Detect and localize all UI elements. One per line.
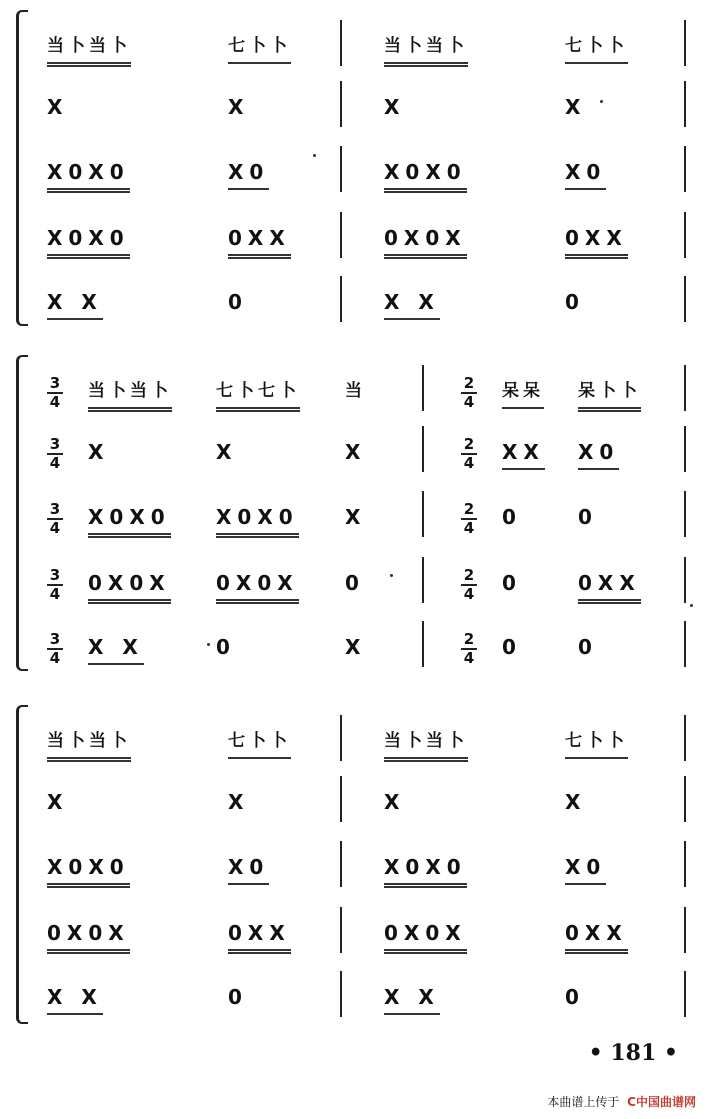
barline xyxy=(422,426,424,472)
note-group: 0XX xyxy=(228,921,291,954)
note-group: XX xyxy=(502,440,545,470)
barline xyxy=(684,365,686,411)
time-signature xyxy=(461,375,477,411)
note-group: 0 xyxy=(502,505,522,529)
note-group: 0 xyxy=(578,505,598,529)
time-signature-numerator: 3 xyxy=(47,501,63,520)
note-group: X xyxy=(345,505,367,529)
note-group: X xyxy=(565,790,587,814)
note-group: 0 xyxy=(345,571,365,595)
note-group: 0 xyxy=(228,290,248,314)
note-group: X0 xyxy=(565,160,606,190)
note-group: 七卜卜 xyxy=(565,729,628,759)
note-group: X0X0 xyxy=(47,160,130,193)
score-system xyxy=(0,355,708,667)
note-group: 七卜卜 xyxy=(228,34,291,64)
note-group: X0X0 xyxy=(88,505,171,538)
barline xyxy=(340,841,342,887)
note-group: X0 xyxy=(578,440,619,470)
note-group: X xyxy=(47,790,69,814)
note-group: X0 xyxy=(228,855,269,885)
barline xyxy=(684,776,686,822)
note-group: 当卜当卜 xyxy=(47,729,131,762)
barline xyxy=(684,426,686,472)
note-group: X xyxy=(88,440,110,464)
note-group: X0X0 xyxy=(47,226,130,259)
barline xyxy=(340,276,342,322)
barline xyxy=(340,715,342,761)
time-signature-denominator: 4 xyxy=(49,649,61,667)
note-group: X xyxy=(565,95,587,119)
note-group: 0XX xyxy=(565,921,628,954)
note-group: 0X0X xyxy=(47,921,130,954)
note-group: X xyxy=(345,440,367,464)
time-signature xyxy=(461,501,477,537)
barline xyxy=(340,81,342,127)
note-group: X X xyxy=(47,985,103,1015)
note-group: X0X0 xyxy=(384,855,467,888)
barline xyxy=(684,841,686,887)
note-group: 呆卜卜 xyxy=(578,379,641,412)
time-signature-denominator: 4 xyxy=(463,454,475,472)
note-group: X xyxy=(228,95,250,119)
note-group: 七卜卜 xyxy=(228,729,291,759)
barline xyxy=(684,20,686,66)
time-signature-denominator: 4 xyxy=(463,519,475,537)
note-group: 当卜当卜 xyxy=(47,34,131,67)
barline xyxy=(684,557,686,603)
note-group: 0 xyxy=(565,985,585,1009)
footer-credit xyxy=(547,1093,696,1110)
time-signature-denominator: 4 xyxy=(463,393,475,411)
barline xyxy=(684,715,686,761)
time-signature-numerator: 3 xyxy=(47,631,63,650)
note-group: 0 xyxy=(565,290,585,314)
note-group: 0X0X xyxy=(88,571,171,604)
footer-text: 本曲谱上传于 xyxy=(547,1095,620,1109)
note-group: 0 xyxy=(228,985,248,1009)
time-signature-denominator: 4 xyxy=(49,519,61,537)
time-signature-numerator: 3 xyxy=(47,567,63,586)
site-logo[interactable] xyxy=(627,1093,696,1110)
note-group: X xyxy=(384,790,406,814)
barline xyxy=(684,907,686,953)
note-group: 当 xyxy=(345,381,366,401)
time-signature-numerator: 2 xyxy=(461,631,477,650)
time-signature-numerator: 2 xyxy=(461,501,477,520)
time-signature xyxy=(47,631,63,667)
note-group: X X xyxy=(88,635,144,665)
system-bracket xyxy=(16,355,28,671)
note-group: 0 xyxy=(216,635,236,659)
barline xyxy=(340,776,342,822)
note-group: X X xyxy=(384,985,440,1015)
speck xyxy=(690,604,693,607)
barline xyxy=(422,491,424,537)
note-group: 0 xyxy=(502,635,522,659)
speck xyxy=(600,100,603,103)
note-group: 呆呆 xyxy=(502,379,544,409)
page-number: • 181 • xyxy=(588,1040,678,1066)
note-group: X xyxy=(216,440,238,464)
time-signature-denominator: 4 xyxy=(463,649,475,667)
note-group: 0X0X xyxy=(384,226,467,259)
time-signature-numerator: 2 xyxy=(461,567,477,586)
barline xyxy=(340,212,342,258)
note-group: 当卜当卜 xyxy=(88,379,172,412)
barline xyxy=(684,491,686,537)
system-bracket xyxy=(16,705,28,1024)
score-system xyxy=(0,705,708,1020)
barline xyxy=(684,81,686,127)
note-group: 0X0X xyxy=(216,571,299,604)
time-signature xyxy=(47,501,63,537)
note-group: 0 xyxy=(578,635,598,659)
barline xyxy=(340,971,342,1017)
barline xyxy=(422,557,424,603)
barline xyxy=(684,971,686,1017)
note-group: X0X0 xyxy=(216,505,299,538)
note-group: X xyxy=(228,790,250,814)
time-signature xyxy=(461,631,477,667)
time-signature-denominator: 4 xyxy=(49,454,61,472)
speck xyxy=(207,643,210,646)
score-system xyxy=(0,10,708,322)
time-signature-numerator: 3 xyxy=(47,436,63,455)
time-signature xyxy=(47,436,63,472)
time-signature-denominator: 4 xyxy=(463,585,475,603)
note-group: X0 xyxy=(228,160,269,190)
time-signature xyxy=(461,567,477,603)
system-bracket xyxy=(16,10,28,326)
time-signature-numerator: 3 xyxy=(47,375,63,394)
note-group: X X xyxy=(47,290,103,320)
speck xyxy=(313,154,316,157)
note-group: X0 xyxy=(565,855,606,885)
note-group: X xyxy=(47,95,69,119)
note-group: X X xyxy=(384,290,440,320)
time-signature xyxy=(47,567,63,603)
time-signature-denominator: 4 xyxy=(49,393,61,411)
barline xyxy=(340,907,342,953)
note-group: X xyxy=(345,635,367,659)
note-group: 七卜七卜 xyxy=(216,379,300,412)
barline xyxy=(684,276,686,322)
note-group: 0X0X xyxy=(384,921,467,954)
note-group: 0XX xyxy=(578,571,641,604)
note-group: X0X0 xyxy=(47,855,130,888)
barline xyxy=(340,20,342,66)
note-group: 当卜当卜 xyxy=(384,34,468,67)
speck xyxy=(390,574,393,577)
note-group: 0XX xyxy=(565,226,628,259)
note-group: 七卜卜 xyxy=(565,34,628,64)
note-group: 0XX xyxy=(228,226,291,259)
time-signature xyxy=(461,436,477,472)
barline xyxy=(340,146,342,192)
time-signature-denominator: 4 xyxy=(49,585,61,603)
note-group: X0X0 xyxy=(384,160,467,193)
note-group: 0 xyxy=(502,571,522,595)
barline xyxy=(684,212,686,258)
note-group: 当卜当卜 xyxy=(384,729,468,762)
barline xyxy=(684,621,686,667)
barline xyxy=(422,621,424,667)
note-group: X xyxy=(384,95,406,119)
time-signature-numerator: 2 xyxy=(461,375,477,394)
time-signature-numerator: 2 xyxy=(461,436,477,455)
time-signature xyxy=(47,375,63,411)
logo-text: 中国曲谱网 xyxy=(635,1095,696,1109)
barline xyxy=(684,146,686,192)
barline xyxy=(422,365,424,411)
logo-mark: C xyxy=(627,1095,636,1109)
